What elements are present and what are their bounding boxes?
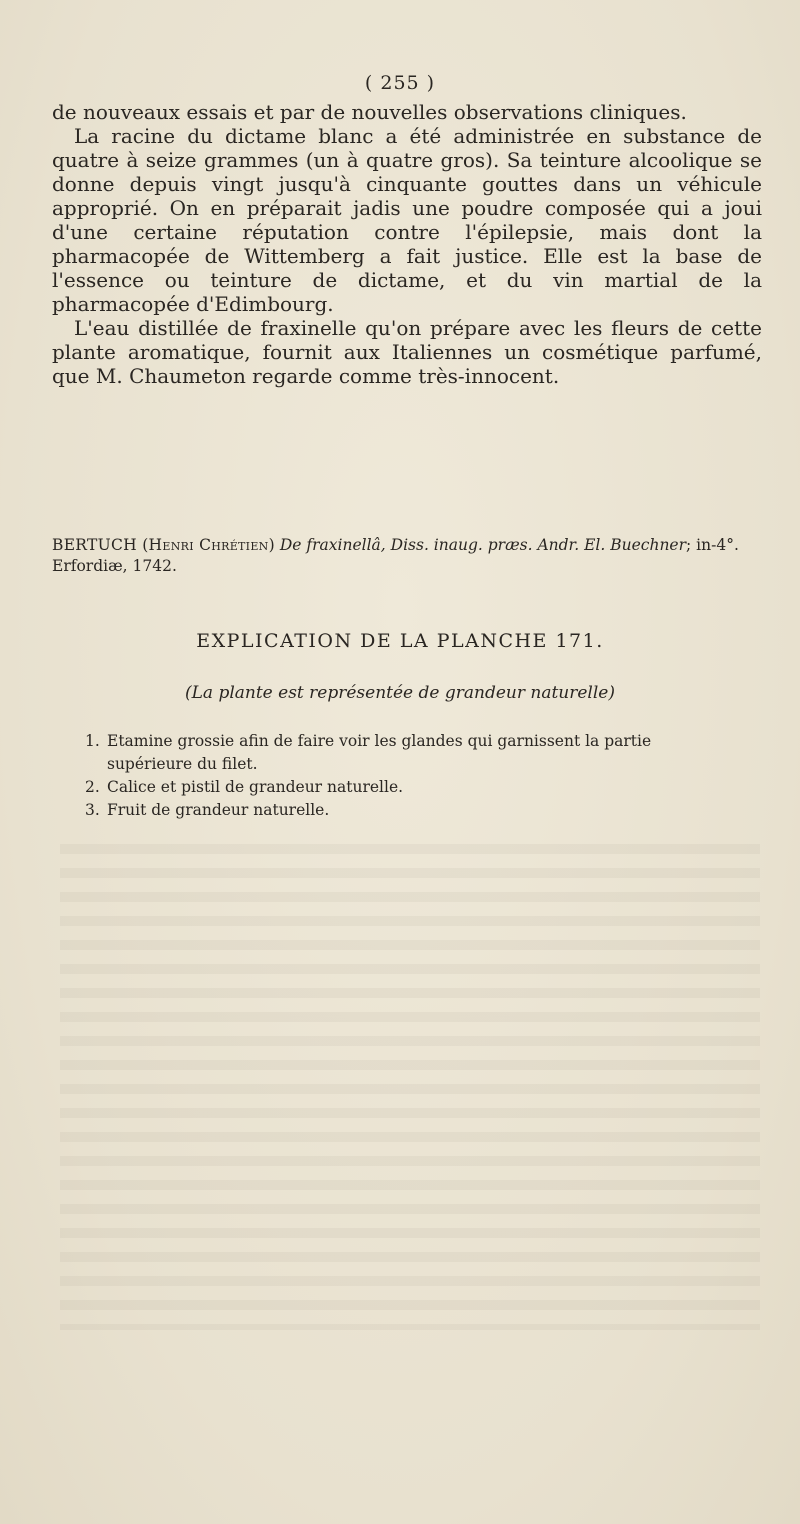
reference-author: BERTUCH (Henri Chrétien) <box>52 536 275 554</box>
legend-item <box>85 799 775 822</box>
legend-text: Etamine grossie afin de faire voir les glandes qui garnissent la partie <box>107 732 652 750</box>
reference-imprint: ; in-4°. Erfordiæ, 1742. <box>52 536 739 575</box>
plate-caption: (La plante est représentée de grandeur naturelle) <box>184 683 615 703</box>
legend-text: Fruit de grandeur naturelle. <box>107 801 330 819</box>
plate-legend <box>85 730 775 822</box>
legend-text-continuation: supérieure du filet. <box>107 755 258 773</box>
legend-item <box>85 730 775 753</box>
bibliographic-reference <box>52 535 767 577</box>
paragraph-distilled-water: L'eau distillée de fraxinelle qu'on prépare avec les fleurs de cette plante aromatique, fournit aux Italiennes un cosmétique parfumé, que M. Chaumeton regarde comme très-innocent. <box>52 316 762 388</box>
legend-number: 3. <box>85 801 100 819</box>
plate-heading: EXPLICATION DE LA PLANCHE 171. <box>196 630 604 652</box>
legend-text: Calice et pistil de grandeur naturelle. <box>107 778 404 796</box>
reference-title: De fraxinellâ, Diss. inaug. præs. Andr. El. Buechner <box>279 536 687 554</box>
page-number: ( 255 ) <box>364 72 436 94</box>
paragraph-dosage: La racine du dictame blanc a été administrée en substance de quatre à seize grammes (un à quatre gros). Sa teinture alcoolique se donne depuis vingt jusqu'à cinquante gouttes dans un véhicule approprié. On en préparait jadis une poudre composée qui a joui d'une certaine réputation contre l'épilepsie, mais dont la pharmacopée de Wittemberg a fait justice. Elle est la base de l'essence ou teinture de dictame, et du vin martial de la pharmacopée d'Edimbourg. <box>52 124 762 316</box>
body-text <box>52 100 762 388</box>
paragraph-continuation: de nouveaux essais et par de nouvelles observations cliniques. <box>52 100 687 124</box>
legend-number: 2. <box>85 778 100 796</box>
legend-number: 1. <box>85 732 100 750</box>
legend-item <box>85 776 775 799</box>
show-through-texture <box>60 830 760 1330</box>
